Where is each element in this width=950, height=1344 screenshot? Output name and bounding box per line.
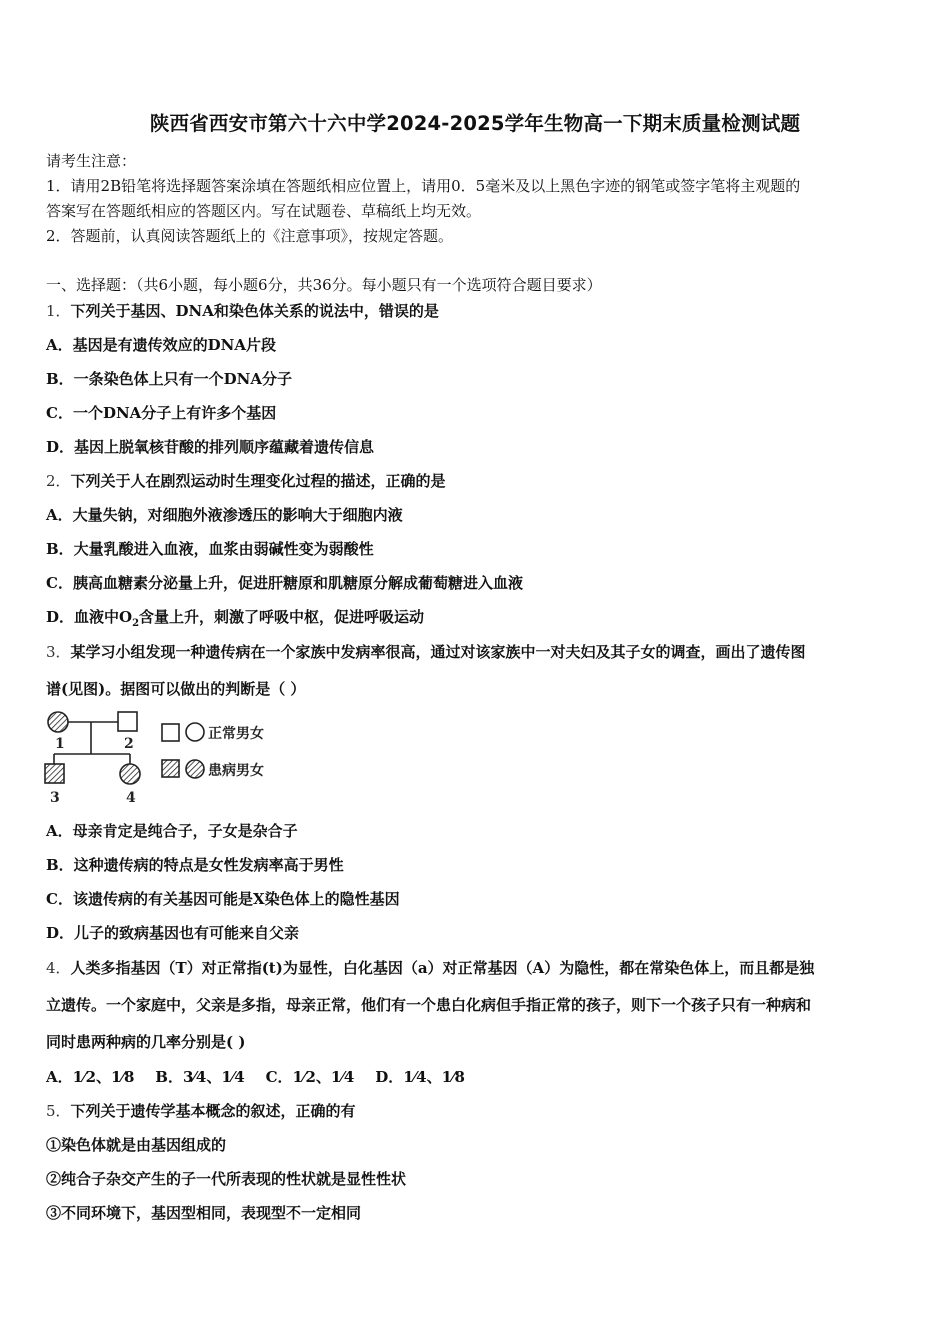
question-number: 3． (46, 643, 71, 661)
q5-statement-3: ③不同环境下，基因型相同，表现型不一定相同 (46, 1204, 362, 1222)
q3-option-a: A．母亲肯定是纯合子，子女是杂合子 (46, 822, 298, 840)
legend-affected-female (186, 760, 204, 778)
question-3 (46, 641, 806, 663)
q4-stem-line-2: 立遗传。一个家庭中，父亲是多指，母亲正常，他们有一个患白化病但手指正常的孩子，则下一个孩子只有一种病和 (46, 996, 812, 1014)
question-number: 4． (46, 959, 71, 977)
individual-1-affected-female (48, 712, 68, 732)
notice-line-3: 2．答题前，认真阅读答题纸上的《注意事项》，按规定答题。 (46, 227, 454, 245)
q3-option-b: B．这种遗传病的特点是女性发病率高于男性 (46, 856, 344, 874)
label-3: 3 (50, 790, 60, 806)
q2-option-b: B．大量乳酸进入血液，血浆由弱碱性变为弱酸性 (46, 540, 374, 558)
notice-heading: 请考生注意： (46, 152, 137, 170)
notice-line-2: 答案写在答题纸相应的答题区内。写在试题卷、草稿纸上均无效。 (46, 202, 482, 220)
notice-line-1: 1．请用2B铅笔将选择题答案涂填在答题纸相应位置上，请用0．5毫米及以上黑色字迹的钢笔或签字笔将主观题的 (46, 177, 801, 195)
page-title: 陕西省西安市第六十六中学2024-2025学年生物高一下期末质量检测试题 (149, 112, 801, 135)
question-1 (46, 300, 439, 322)
q3-option-d: D．儿子的致病基因也有可能来自父亲 (46, 924, 300, 942)
legend-normal-male (162, 724, 179, 741)
question-stem: 某学习小组发现一种遗传病在一个家族中发病率很高，通过对该家族中一对夫妇及其子女的调查，画出了遗传图 (70, 643, 806, 661)
q3-stem-line-2: 谱(见图)。据图可以做出的判断是（ ） (46, 680, 306, 698)
q1-option-c: C．一个DNA分子上有许多个基因 (46, 404, 277, 422)
question-2 (46, 470, 446, 492)
individual-3-affected-male (45, 764, 64, 783)
label-4: 4 (126, 790, 136, 806)
legend-affected-label: 患病男女 (208, 763, 264, 779)
q5-statement-1: ①染色体就是由基因组成的 (46, 1136, 227, 1154)
q2-option-d (46, 606, 424, 635)
q2-option-d-text-rest: 含量上升，刺激了呼吸中枢，促进呼吸运动 (139, 608, 425, 626)
question-number: 5． (46, 1102, 71, 1120)
q1-option-d: D．基因上脱氧核苷酸的排列顺序蕴藏着遗传信息 (46, 438, 375, 456)
question-stem: 下列关于人在剧烈运动时生理变化过程的描述，正确的是 (70, 472, 446, 490)
q1-option-a: A．基因是有遗传效应的DNA片段 (46, 336, 276, 354)
individual-2-normal-male (118, 712, 137, 731)
q3-option-c: C．该遗传病的有关基因可能是X染色体上的隐性基因 (46, 890, 400, 908)
label-2: 2 (124, 736, 134, 752)
legend-normal-label: 正常男女 (208, 726, 264, 742)
pedigree-figure (38, 702, 298, 806)
label-1: 1 (55, 736, 65, 752)
q2-option-a: A．大量失钠，对细胞外液渗透压的影响大于细胞内液 (46, 506, 403, 524)
question-4 (46, 957, 814, 979)
section-heading: 一、选择题：（共6小题，每小题6分，共36分。每小题只有一个选项符合题目要求） (46, 276, 602, 294)
legend-normal-female (186, 723, 204, 741)
q2-option-c: C．胰高血糖素分泌量上升，促进肝糖原和肌糖原分解成葡萄糖进入血液 (46, 574, 523, 592)
legend-affected-male (162, 760, 179, 777)
question-stem: 人类多指基因（T）对正常指(t)为显性，白化基因（a）对正常基因（A）为隐性，都在常染色体上，而且都是独 (70, 959, 815, 977)
question-number: 2． (46, 472, 71, 490)
question-5 (46, 1100, 356, 1122)
q2-option-d-subscript: 2 (132, 618, 140, 629)
question-stem: 下列关于遗传学基本概念的叙述，正确的有 (70, 1102, 356, 1120)
q4-stem-line-3: 同时患两种病的几率分别是( ) (46, 1033, 246, 1051)
question-stem: 下列关于基因、DNA和染色体关系的说法中，错误的是 (70, 302, 439, 320)
q5-statement-2: ②纯合子杂交产生的子一代所表现的性状就是显性性状 (46, 1170, 407, 1188)
individual-4-affected-female (120, 764, 140, 784)
q1-option-b: B．一条染色体上只有一个DNA分子 (46, 370, 293, 388)
q2-option-d-text: D．血液中O (46, 608, 133, 626)
q4-options: A．1⁄2、1⁄8 B．3⁄4、1⁄4 C．1⁄2、1⁄4 D．1⁄4、1⁄8 (46, 1068, 465, 1086)
question-number: 1． (46, 302, 71, 320)
